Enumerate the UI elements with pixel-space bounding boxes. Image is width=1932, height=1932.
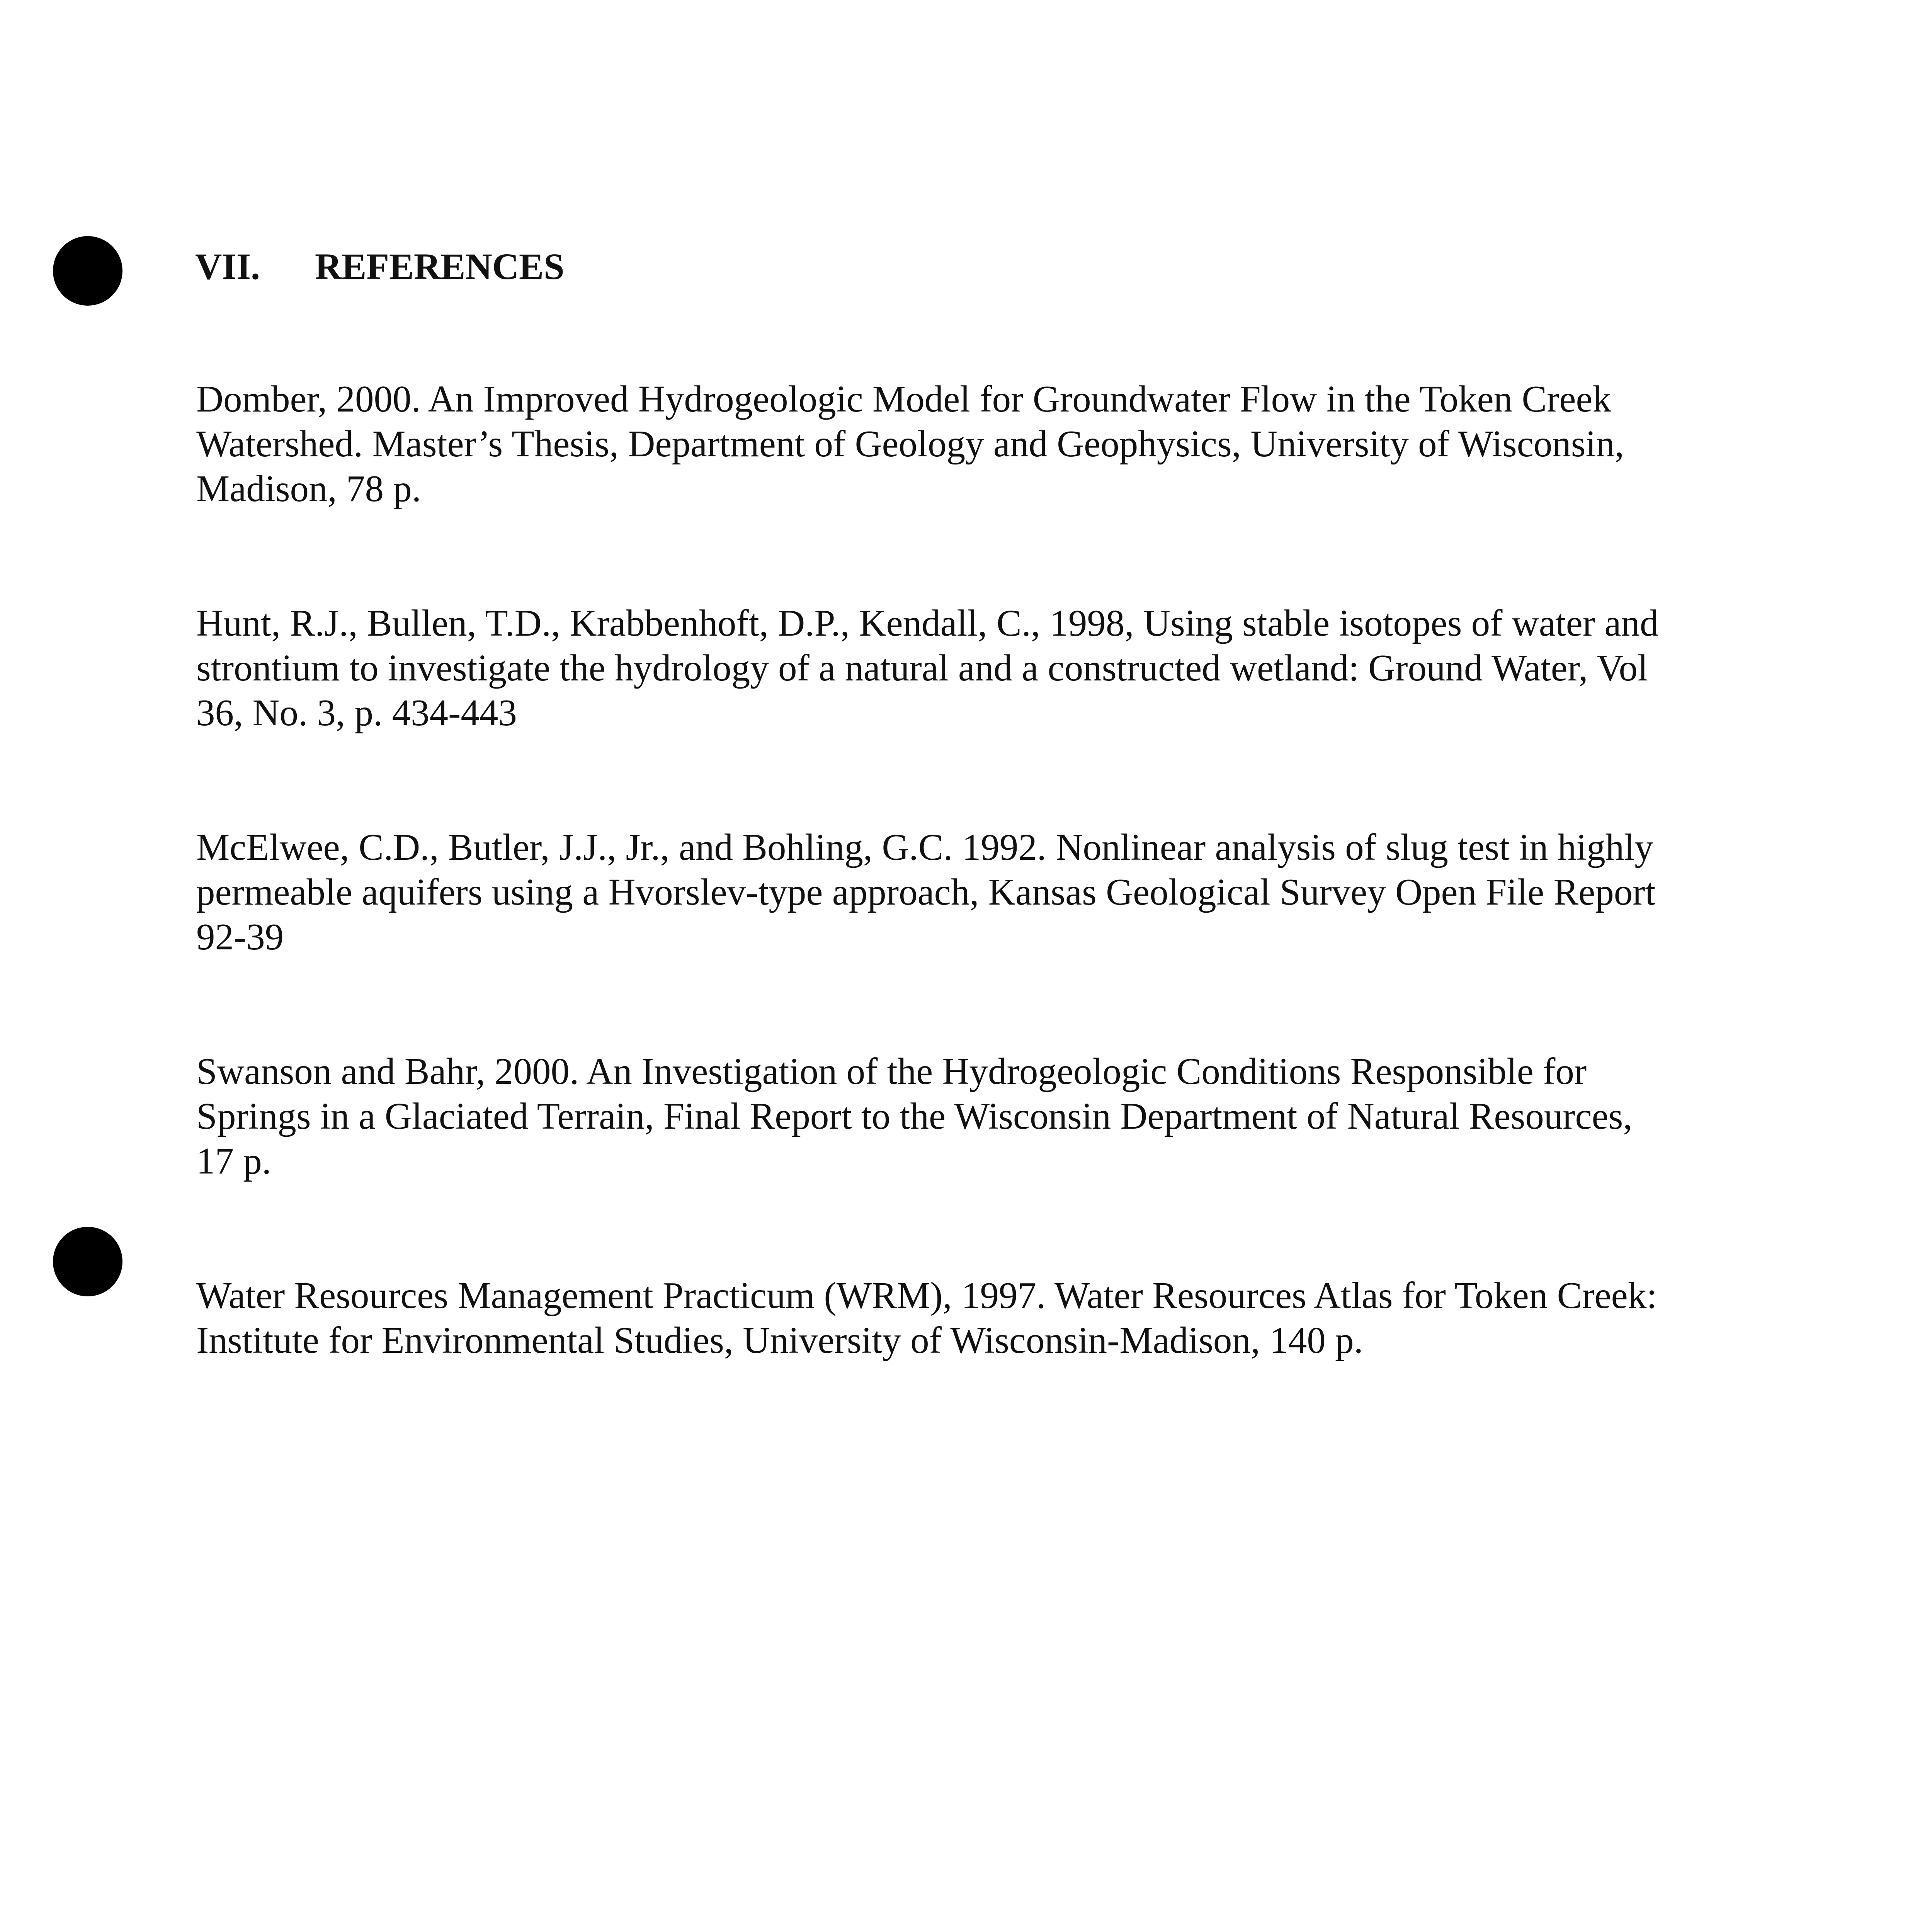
reference-line: Hunt, R.J., Bullen, T.D., Krabbenhoft, D.P., Kendall, C., 1998, Using stable isotopes of water and bbox=[196, 602, 1659, 644]
reference-line: permeable aquifers using a Hvorslev-type approach, Kansas Geological Survey Open File Report bbox=[196, 871, 1656, 913]
reference-line: Watershed. Master’s Thesis, Department of Geology and Geophysics, University of Wisconsin, bbox=[196, 423, 1624, 464]
punch-hole-top bbox=[53, 236, 122, 306]
reference-line: Springs in a Glaciated Terrain, Final Report to the Wisconsin Department of Natural Resources, bbox=[196, 1095, 1633, 1137]
reference-line: Institute for Environmental Studies, University of Wisconsin-Madison, 140 p. bbox=[196, 1320, 1363, 1361]
reference-entry bbox=[196, 825, 1742, 959]
reference-line: 92-39 bbox=[196, 916, 284, 957]
reference-line: Water Resources Management Practicum (WRM), 1997. Water Resources Atlas for Token Creek: bbox=[196, 1275, 1657, 1316]
reference-entry bbox=[196, 1273, 1742, 1363]
reference-line: strontium to investigate the hydrology of a natural and a constructed wetland: Ground Water, Vol bbox=[196, 647, 1648, 689]
reference-line: Swanson and Bahr, 2000. An Investigation of the Hydrogeologic Conditions Responsible for bbox=[196, 1051, 1587, 1092]
reference-entry bbox=[196, 377, 1742, 511]
reference-line: Domber, 2000. An Improved Hydrogeologic Model for Groundwater Flow in the Token Creek bbox=[196, 378, 1612, 420]
section-number: VII. bbox=[195, 246, 260, 287]
section-heading bbox=[195, 243, 564, 290]
reference-entry bbox=[196, 1049, 1742, 1184]
punch-hole-middle bbox=[53, 1227, 122, 1296]
reference-list bbox=[196, 377, 1742, 1452]
reference-line: 17 p. bbox=[196, 1140, 271, 1182]
reference-line: Madison, 78 p. bbox=[196, 468, 421, 509]
reference-line: McElwee, C.D., Butler, J.J., Jr., and Bohling, G.C. 1992. Nonlinear analysis of slug test in highly bbox=[196, 827, 1653, 868]
reference-line: 36, No. 3, p. 434-443 bbox=[196, 692, 517, 733]
reference-entry bbox=[196, 601, 1742, 735]
section-title: REFERENCES bbox=[315, 246, 565, 287]
